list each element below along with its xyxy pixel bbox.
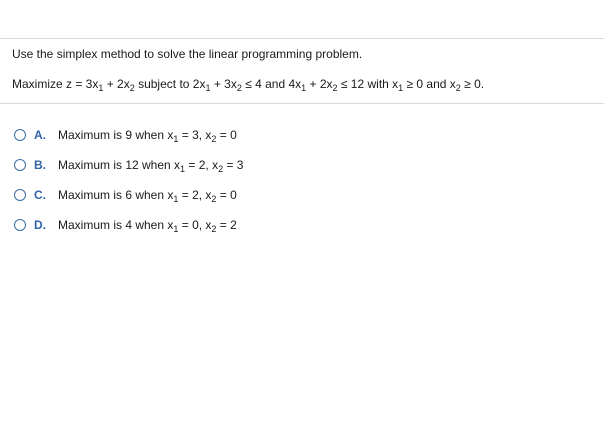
choice-text: Maximum is 4 when $x_1 = 0$, $x_2 = 2$ [58, 218, 237, 234]
answer-choices [14, 120, 243, 240]
choice-letter: B. [34, 158, 46, 172]
choice-b[interactable] [14, 150, 243, 180]
choice-c[interactable] [14, 180, 243, 210]
question-instruction: Use the simplex method to solve the linear programming problem. [12, 47, 363, 61]
choice-text: Maximum is 9 when $x_1 = 3$, $x_2 = 0$ [58, 128, 237, 144]
problem-statement: Maximize $z = 3x_1 + 2x_2$ subject to $2x_1 + 3x_2 \le 4$ and $4x_1 + 2x_2 \le 12$ with $x_1 \ge 0$ and $x_2 \ge 0$. [12, 77, 485, 93]
choice-letter: A. [34, 128, 46, 142]
choice-text: Maximum is 6 when $x_1 = 2$, $x_2 = 0$ [58, 188, 237, 204]
top-divider [0, 38, 604, 39]
radio-button-c[interactable] [14, 189, 26, 201]
choice-letter: D. [34, 218, 46, 232]
choice-text: Maximum is 12 when $x_1 = 2$, $x_2 = 3$ [58, 158, 244, 174]
radio-button-a[interactable] [14, 129, 26, 141]
choice-letter: C. [34, 188, 46, 202]
radio-button-b[interactable] [14, 159, 26, 171]
radio-button-d[interactable] [14, 219, 26, 231]
question-divider [0, 103, 604, 104]
choice-a[interactable] [14, 120, 243, 150]
choice-d[interactable] [14, 210, 243, 240]
